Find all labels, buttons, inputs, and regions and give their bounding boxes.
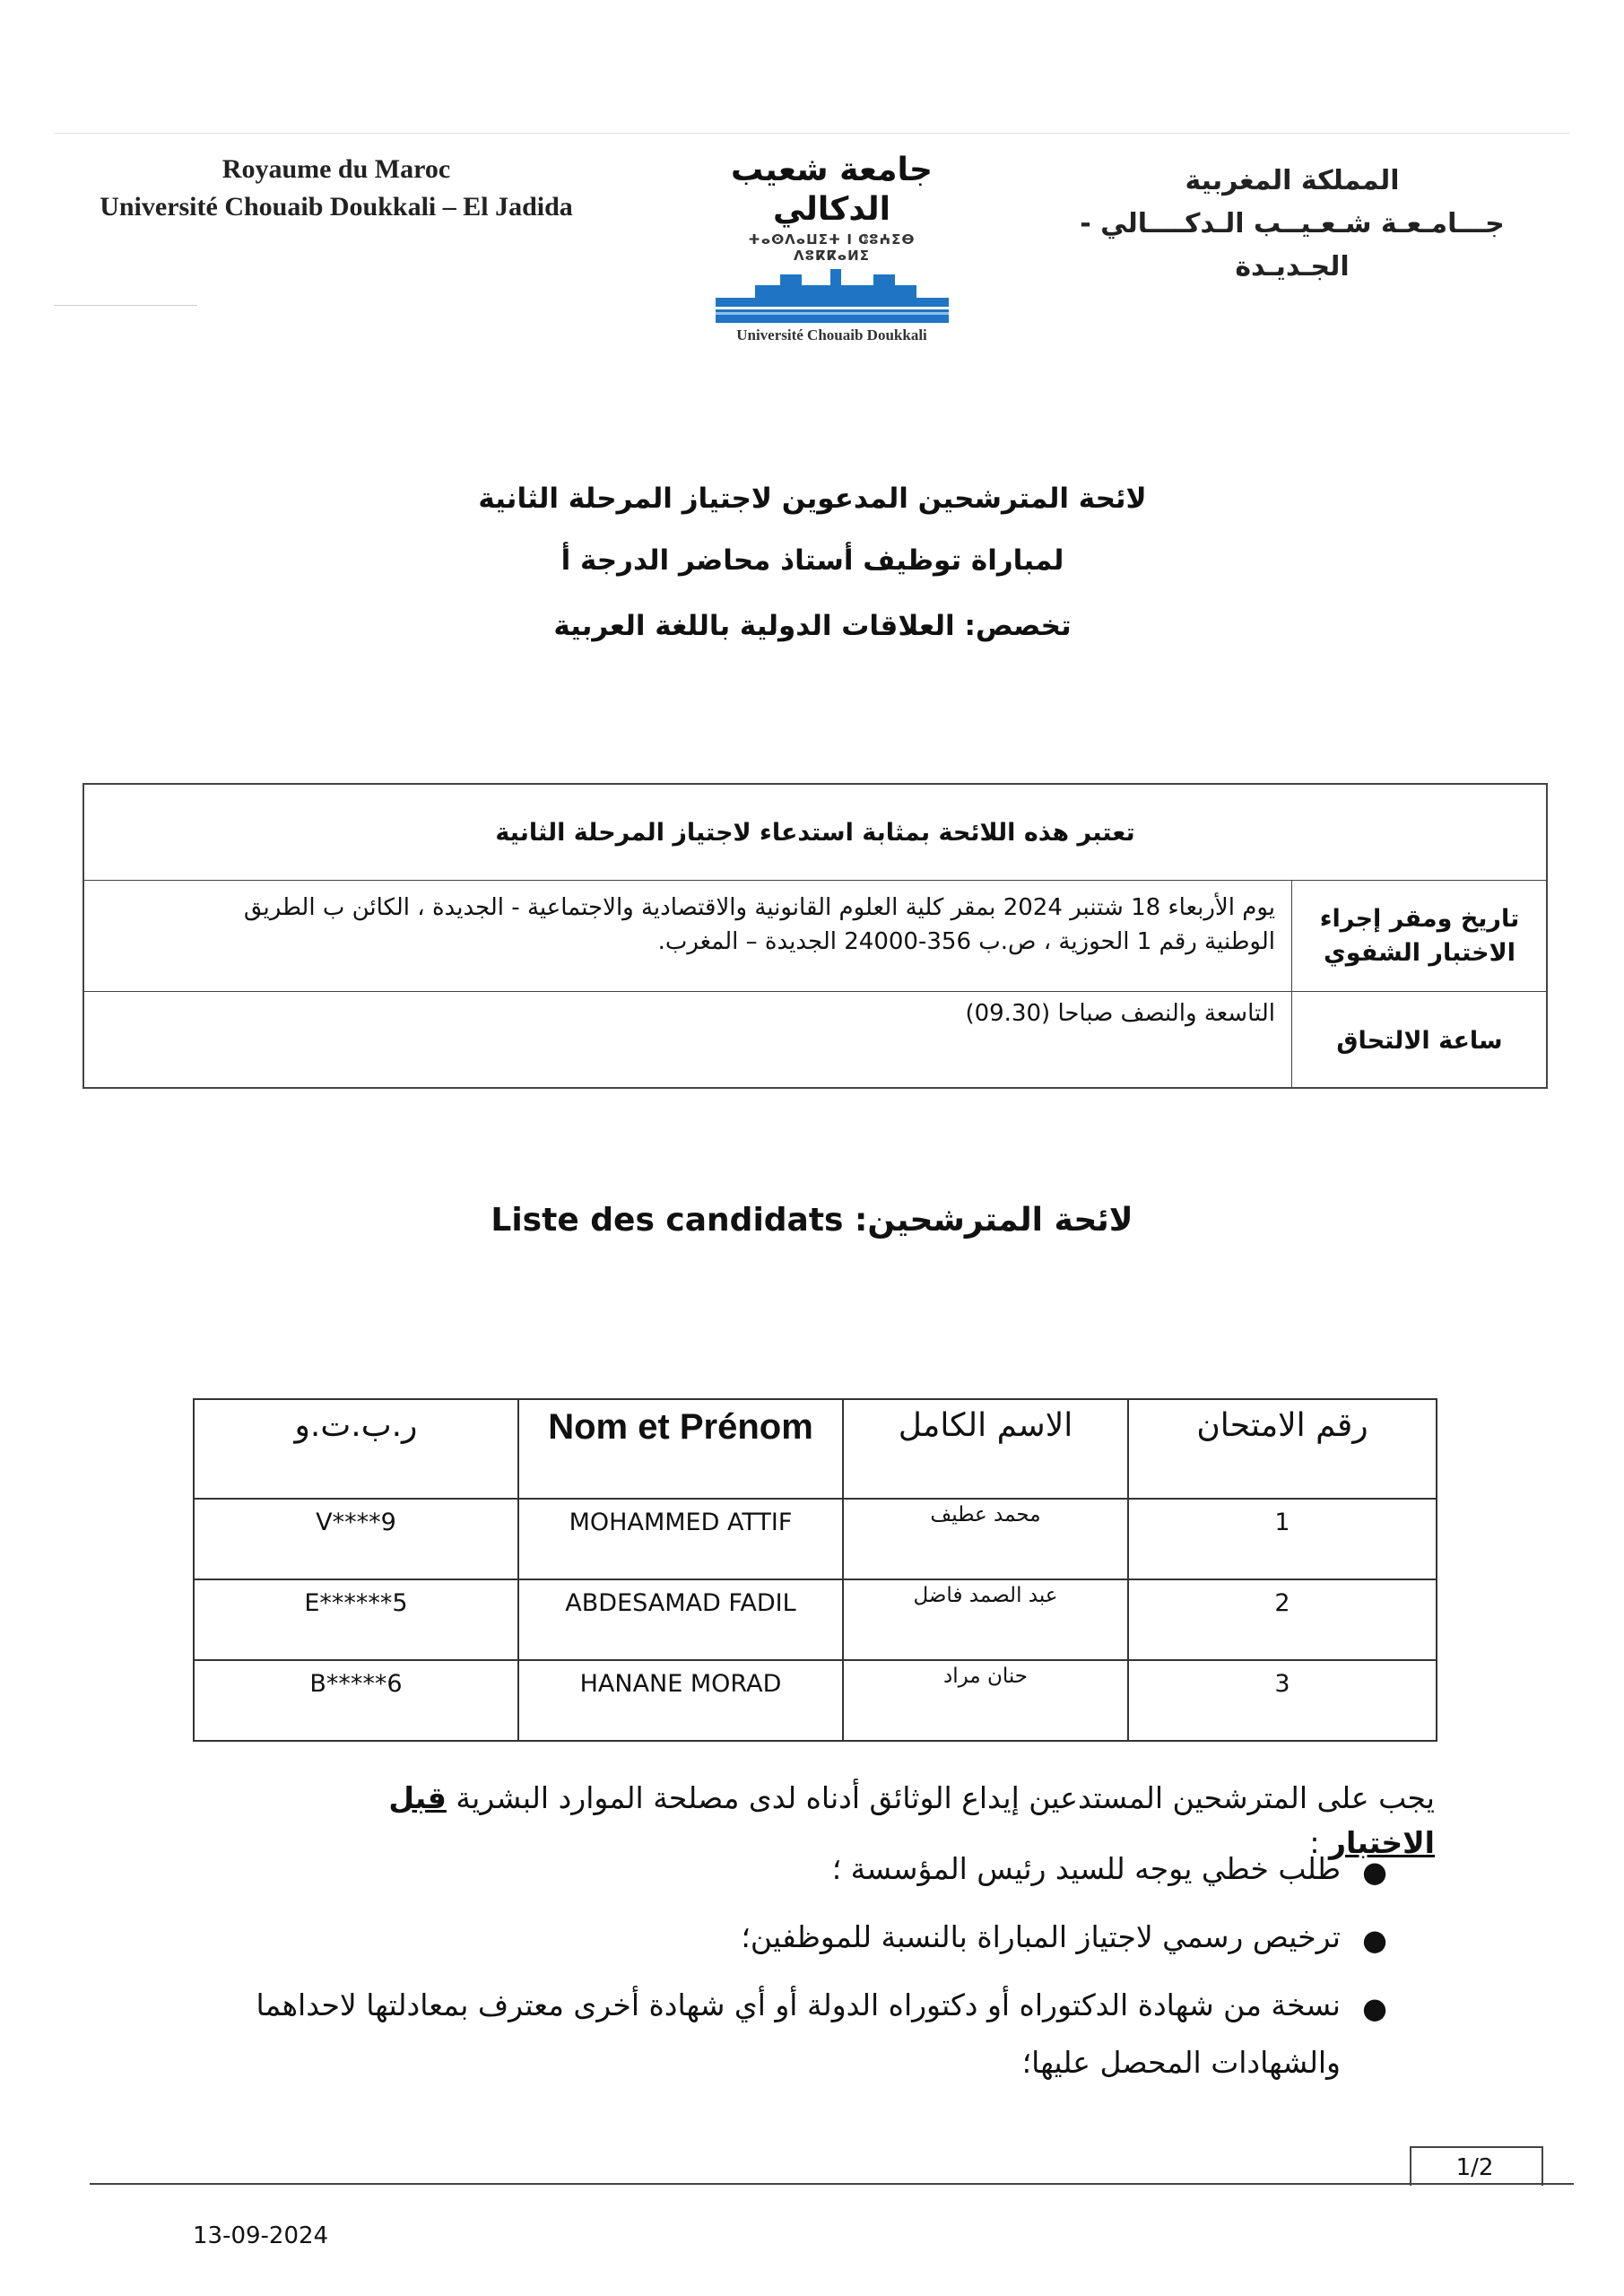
logo-arabic: جامعة شعيب الدكالي bbox=[731, 152, 933, 228]
header-exam-no: رقم الامتحان bbox=[1128, 1399, 1437, 1499]
footer-rule bbox=[90, 2183, 1574, 2185]
bullet-icon: ● bbox=[1362, 1855, 1387, 1889]
logo-tifinagh: ⵜⴰⵙⴷⴰⵡⵉⵜ ⵏ ⵛⵓⵄⵉⴱ ⴷⵓⴽⴽⴰⵍⵉ bbox=[748, 231, 916, 264]
header-right bbox=[1041, 160, 1543, 289]
logo-french: Université Chouaib Doukkali bbox=[736, 326, 927, 344]
bullet-icon: ● bbox=[1362, 1923, 1387, 1957]
requirement-item: طلب خطي يوجه للسيد رئيس المؤسسة ؛ bbox=[831, 1851, 1341, 1886]
exam-date-value-line-1: يوم الأربعاء 18 شتنبر 2024 بمقر كلية العلوم القانونية والاقتصادية والاجتماعية - الجديدة ، الكائن ب الطريق bbox=[243, 894, 1275, 921]
header-rule bbox=[54, 133, 1569, 134]
bullet-icon: ● bbox=[1362, 1991, 1387, 2025]
table-row bbox=[194, 1660, 1437, 1741]
exam-date-value-line-2: الوطنية رقم 1 الحوزية ، ص.ب 356-24000 الجديدة – المغرب. bbox=[657, 928, 1275, 955]
cell-name-ar: عبد الصمد فاضل bbox=[843, 1579, 1128, 1660]
header-nom-prenom: Nom et Prénom bbox=[518, 1399, 843, 1499]
table-header-row bbox=[194, 1399, 1437, 1499]
requirements-intro-end: : bbox=[1309, 1825, 1329, 1860]
arrival-time-value: التاسعة والنصف صباحا (09.30) bbox=[965, 1000, 1275, 1027]
university-ar: جـــامـعـة شـعـيــب الـدكــــالي - الجـديـدة bbox=[1080, 208, 1505, 283]
cell-cin: E******5 bbox=[194, 1579, 518, 1660]
title-line-2: لمباراة توظيف أستاذ محاضر الدرجة أ bbox=[560, 544, 1064, 577]
kingdom-ar: المملكة المغربية bbox=[1185, 165, 1400, 196]
page-number: 1/2 bbox=[1455, 2154, 1494, 2181]
university-fr: Université Chouaib Doukkali – El Jadida bbox=[100, 192, 573, 222]
header-cin: ر.ب.ت.و bbox=[194, 1399, 518, 1499]
requirement-item: ترخيص رسمي لاجتياز المباراة بالنسبة للموظفين؛ bbox=[741, 1919, 1341, 1954]
cell-name-ar: حنان مراد bbox=[843, 1660, 1128, 1741]
requirement-item: نسخة من شهادة الدكتوراه أو دكتوراه الدولة أو أي شهادة أخرى معترف بمعادلتها لاحداهما bbox=[256, 1987, 1341, 2022]
kingdom-fr: Royaume du Maroc bbox=[221, 154, 451, 184]
arrival-time-label: ساعة الالتحاق bbox=[1336, 1026, 1503, 1055]
header-left bbox=[85, 151, 587, 226]
candidates-list-title: لائحة المترشحين: Liste des candidats bbox=[491, 1202, 1133, 1239]
table-row bbox=[194, 1499, 1437, 1579]
exam-date-value bbox=[118, 891, 1275, 959]
logo-emblem-icon bbox=[716, 267, 949, 323]
cell-name-fr: ABDESAMAD FADIL bbox=[518, 1579, 843, 1660]
requirement-item-continued: والشهادات المحصل عليها؛ bbox=[1021, 2045, 1341, 2080]
cell-exam-no: 3 bbox=[1128, 1660, 1437, 1741]
cell-name-fr: MOHAMMED ATTIF bbox=[518, 1499, 843, 1579]
title-line-1: لائحة المترشحين المدعوين لاجتياز المرحلة الثانية bbox=[478, 483, 1147, 515]
title-line-3: تخصص: العلاقات الدولية باللغة العربية bbox=[553, 610, 1072, 642]
document-date: 13-09-2024 bbox=[193, 2222, 329, 2249]
requirements-intro-emphasis: قبل الاختبار bbox=[388, 1780, 1435, 1860]
table-row bbox=[194, 1579, 1437, 1660]
candidates-table bbox=[193, 1398, 1437, 1742]
header-full-name-ar: الاسم الكامل bbox=[843, 1399, 1128, 1499]
cell-cin: B*****6 bbox=[194, 1660, 518, 1741]
info-column-divider bbox=[1291, 881, 1292, 1087]
header-rule-short bbox=[54, 305, 197, 306]
cell-exam-no: 1 bbox=[1128, 1499, 1437, 1579]
requirements-intro-text: يجب على المترشحين المستدعين إيداع الوثائق أدناه لدى مصلحة الموارد البشرية bbox=[446, 1780, 1435, 1815]
cell-cin: V****9 bbox=[194, 1499, 518, 1579]
cell-name-fr: HANANE MORAD bbox=[518, 1660, 843, 1741]
convocation-info-table bbox=[83, 783, 1548, 1089]
cell-name-ar: محمد عطيف bbox=[843, 1499, 1128, 1579]
info-heading: تعتبر هذه اللائحة بمثابة استدعاء لاجتياز المرحلة الثانية bbox=[495, 819, 1135, 847]
university-logo bbox=[708, 151, 955, 344]
exam-date-label: تاريخ ومقر إجراء الاختبار الشفوي bbox=[1319, 904, 1520, 967]
cell-exam-no: 2 bbox=[1128, 1579, 1437, 1660]
